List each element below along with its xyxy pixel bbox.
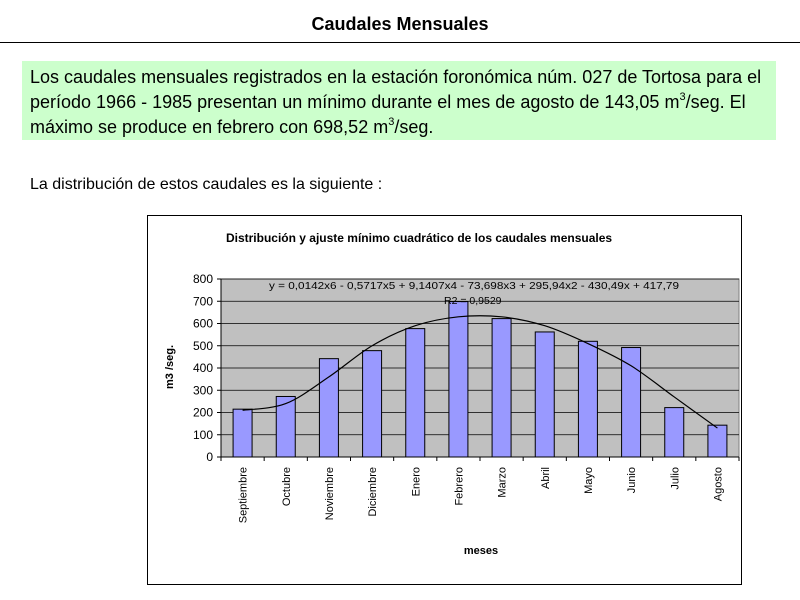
- trendline-equation: y = 0,0142x6 - 0,5717x5 + 9,1407x4 - 73,698x3 + 295,94x2 - 430,49x + 417,79: [269, 280, 680, 292]
- bar: [708, 425, 727, 457]
- y-tick-label: 100: [192, 427, 213, 442]
- x-tick-label: Marzo: [496, 467, 509, 498]
- bar: [233, 409, 252, 457]
- x-tick-label: Julio: [669, 467, 682, 490]
- lead-text: La distribución de estos caudales es la siguiente :: [30, 176, 383, 193]
- bar: [363, 351, 382, 457]
- intro-paragraph: [22, 61, 776, 140]
- y-tick-label: 800: [192, 272, 213, 286]
- bar: [578, 341, 597, 457]
- y-tick-label: 200: [192, 405, 213, 420]
- intro-text-part3: /seg.: [394, 117, 434, 137]
- bar: [665, 408, 684, 457]
- bar: [449, 302, 468, 457]
- bar: [492, 319, 511, 457]
- x-tick-label: Mayo: [582, 467, 595, 494]
- y-tick-label: 500: [192, 338, 213, 353]
- x-tick-label: Agosto: [712, 467, 725, 502]
- x-tick-label: Junio: [626, 467, 639, 494]
- y-axis-title: m3 /seg.: [164, 344, 176, 390]
- y-tick-label: 300: [192, 383, 213, 398]
- y-tick-label: 0: [206, 450, 213, 464]
- y-tick-label: 600: [192, 316, 213, 331]
- x-axis-title: meses: [463, 545, 499, 557]
- x-tick-label: Diciembre: [367, 467, 380, 517]
- title-divider: [0, 42, 800, 43]
- chart-title: Distribución y ajuste mínimo cuadrático de los caudales mensuales: [225, 231, 613, 245]
- bar: [535, 332, 554, 457]
- intro-sup2: 3: [388, 116, 395, 128]
- x-tick-label: Febrero: [453, 467, 466, 506]
- x-tick-label: Abril: [539, 467, 552, 490]
- chart: [147, 215, 742, 585]
- x-tick-label: Enero: [410, 467, 423, 497]
- intro-text-part1: Los caudales mensuales registrados en la estación foronómica núm. 027 de Tortosa para el período 1966 - 1985 presentan un mínimo durante el mes de agosto de 143,05 m: [30, 67, 762, 112]
- intro-text-part2: /seg. El máximo se produce en febrero con 698,52 m: [30, 92, 746, 137]
- bar: [319, 359, 338, 457]
- bar: [622, 348, 641, 457]
- x-tick-label: Octubre: [280, 467, 293, 507]
- y-tick-label: 400: [192, 361, 213, 375]
- intro-sup1: 3: [679, 91, 686, 103]
- x-tick-label: Noviembre: [323, 467, 336, 521]
- page-title: Caudales Mensuales: [311, 14, 489, 34]
- x-tick-label: Septiembre: [237, 467, 250, 524]
- y-tick-label: 700: [192, 294, 213, 309]
- trendline-r2: R2 = 0,9529: [444, 295, 502, 307]
- bar: [406, 329, 425, 457]
